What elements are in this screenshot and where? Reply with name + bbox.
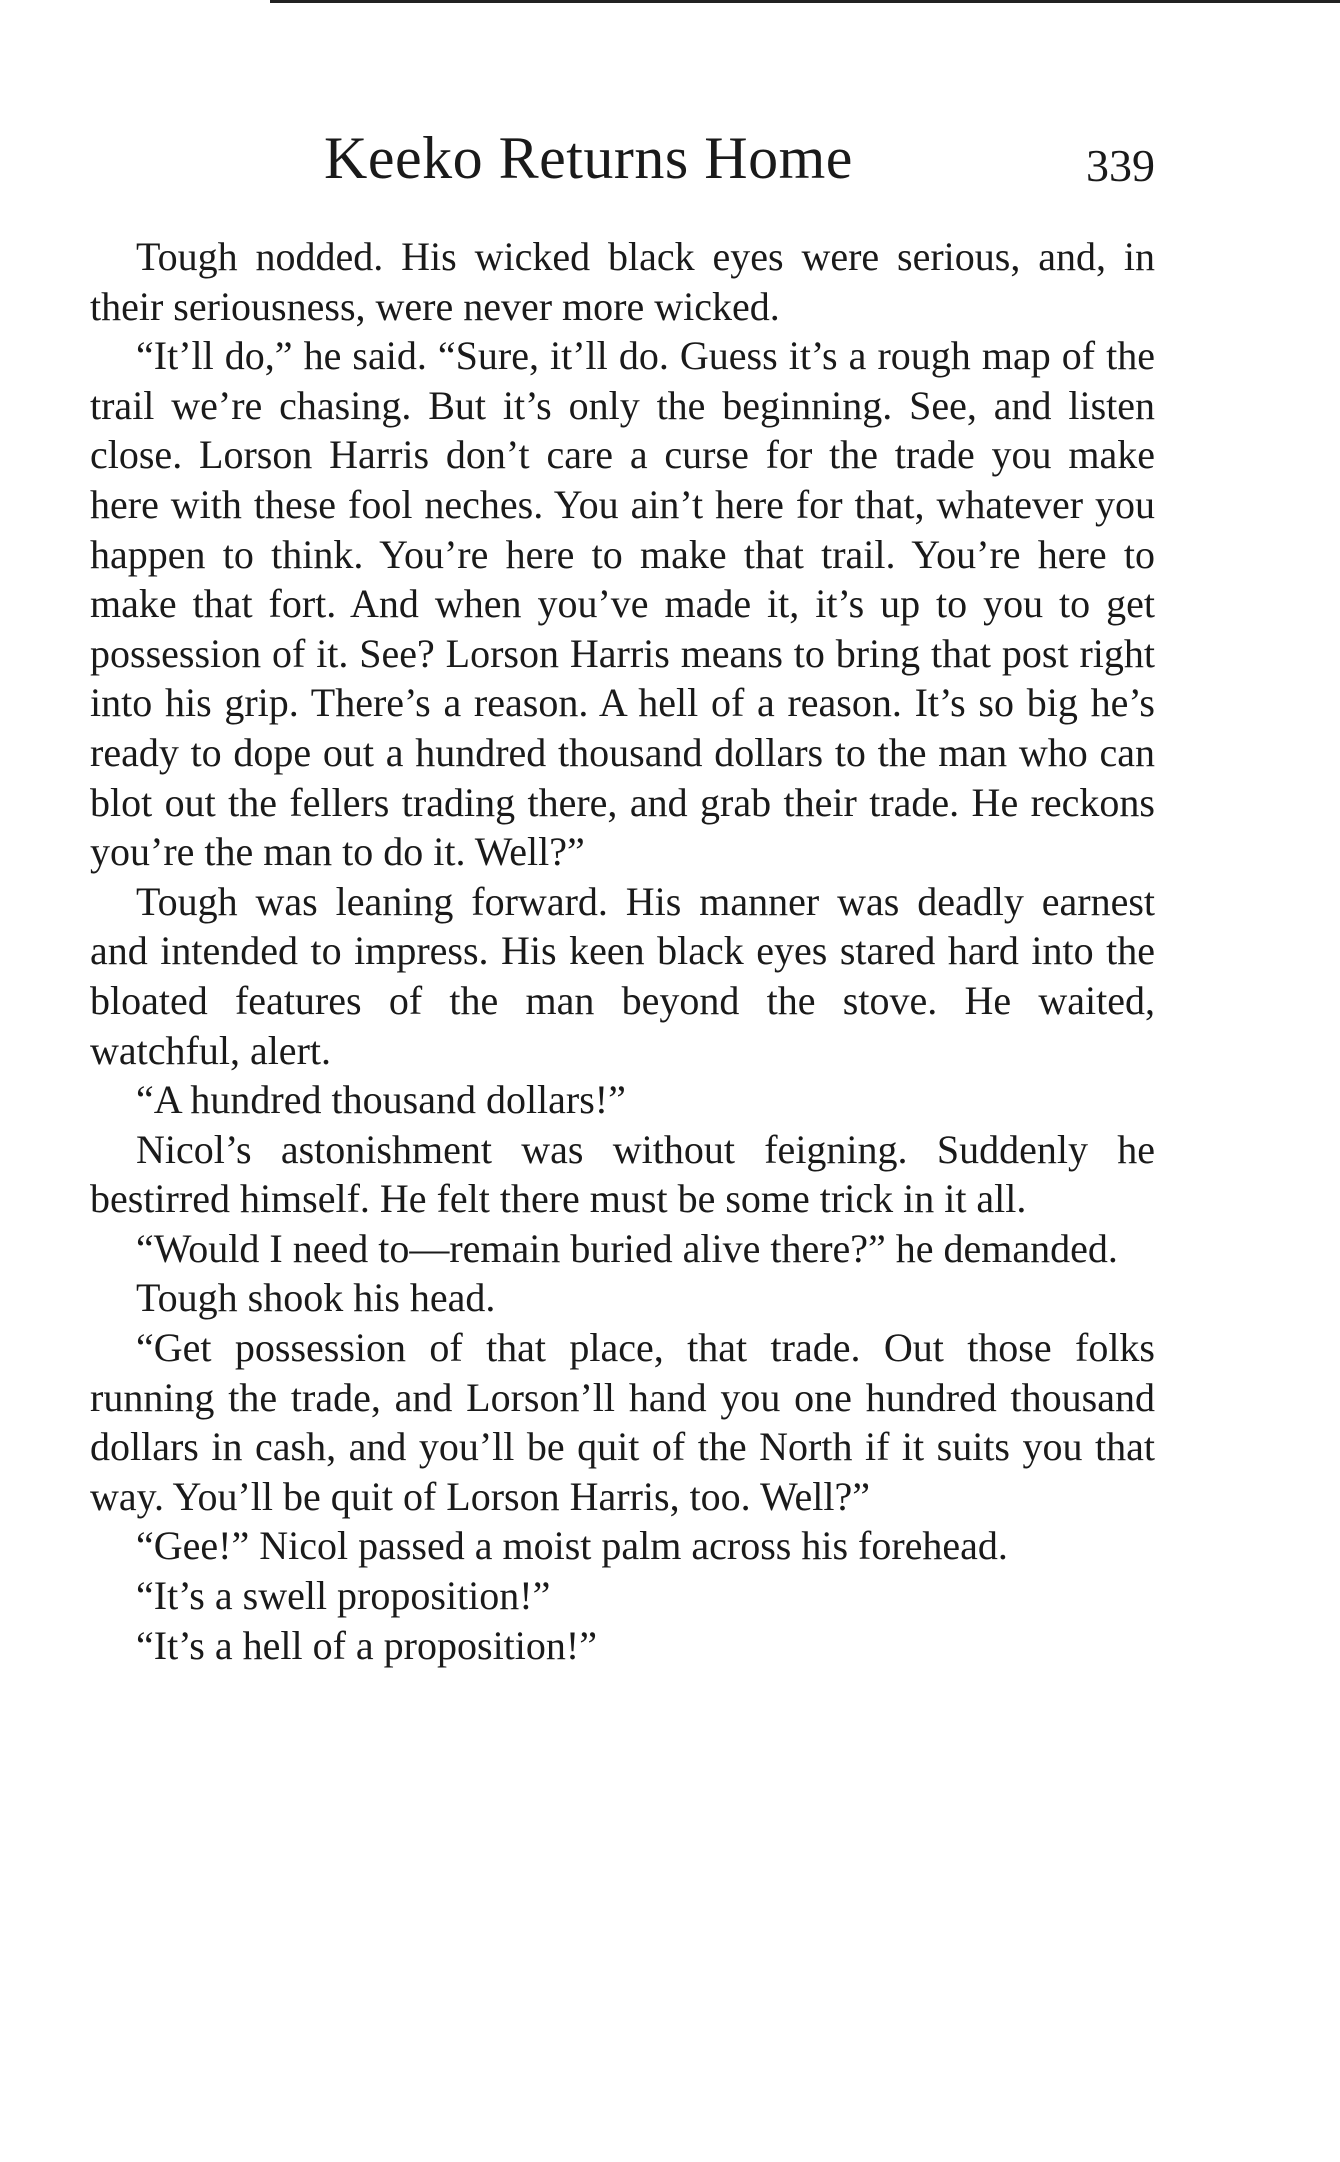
paragraph: Tough was leaning forward. His manner was deadly earnest and intended to impress. His keen black eyes stared hard into the bloated features of the man beyond the stove. He waited, watchful, alert. <box>90 878 1155 1073</box>
page-header <box>90 118 1155 198</box>
paragraph: Tough shook his head. <box>136 1275 496 1321</box>
page-number: 339 <box>1086 140 1155 191</box>
paragraph: “A hundred thousand dollars!” <box>136 1077 626 1123</box>
paragraph: “It’s a hell of a proposition!” <box>136 1622 597 1668</box>
paragraph: “Get possession of that place, that trade. Out those folks running the trade, and Lorson’ll hand you one hundred thousand dollars in cash, and you’ll be quit of the North if it suits you that way. You’ll be quit of Lorson Harris, too. Well?” <box>90 1325 1155 1519</box>
paragraph: “Gee!” Nicol passed a moist palm across his forehead. <box>136 1523 1008 1569</box>
paragraph: “It’s a swell proposition!” <box>136 1573 551 1619</box>
body-text <box>90 232 1155 1670</box>
paragraph: “It’ll do,” he said. “Sure, it’ll do. Guess it’s a rough map of the trail we’re chasing. But it’s only the beginning. See, and listen close. Lorson Harris don’t care a curse for the trade you make here with these fool neches. You ain’t here for that, whatever you happen to think. You’re here to make that trail. You’re here to make that fort. And when you’ve made it, it’s up to you to get possession of it. See? Lorson Harris means to bring that post right into his grip. There’s a reason. A hell of a reason. It’s so big he’s ready to dope out a hundred thousand dollars to the man who can blot out the fellers trading there, and grab their trade. He reckons you’re the man to do it. Well?” <box>90 333 1155 875</box>
paragraph: Tough nodded. His wicked black eyes were serious, and, in their seriousness, were never more wicked. <box>90 234 1155 329</box>
top-rule <box>270 0 1340 3</box>
paragraph: Nicol’s astonishment was without feigning. Suddenly he bestirred himself. He felt there must be some trick in it all. <box>90 1126 1155 1222</box>
running-title: Keeko Returns Home <box>324 125 853 191</box>
paragraph: “Would I need to—remain buried alive there?” he demanded. <box>136 1225 1118 1271</box>
